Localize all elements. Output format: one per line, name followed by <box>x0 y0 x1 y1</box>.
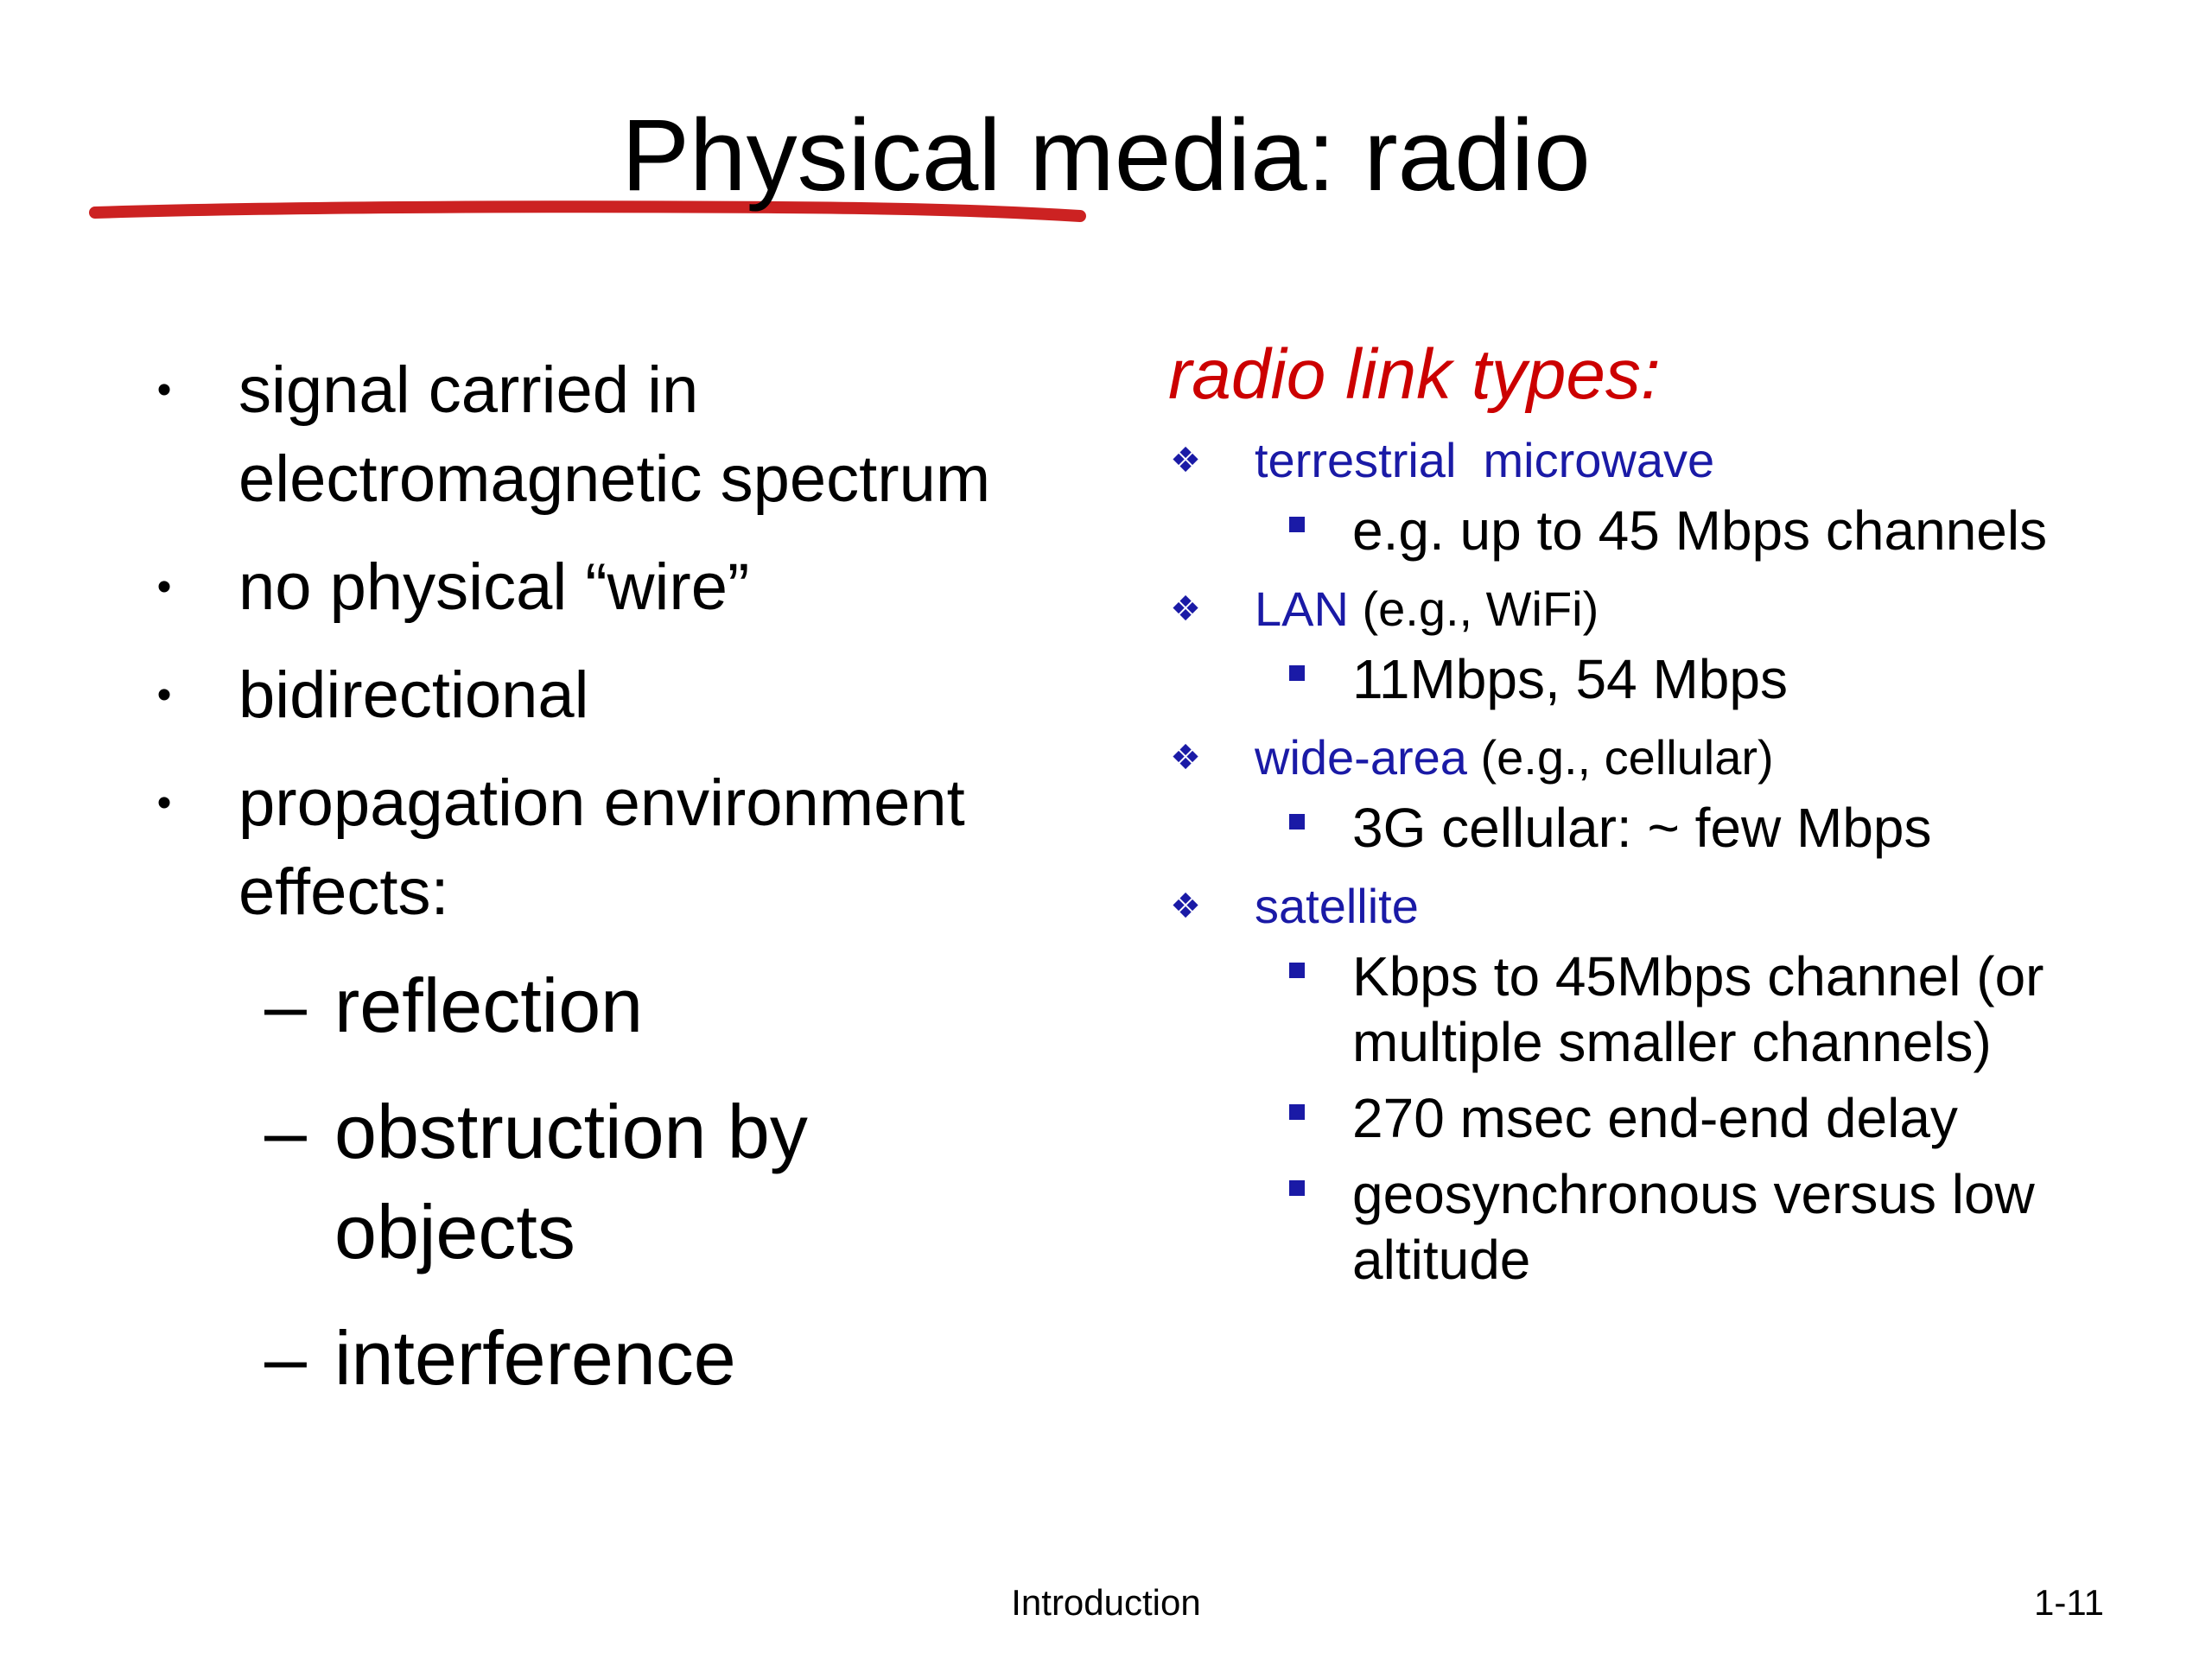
radio-type-detail-text: 270 msec end-end delay <box>1352 1087 1958 1149</box>
dash-icon: – <box>264 1089 307 1174</box>
radio-type-detail <box>1168 646 2153 712</box>
left-bullet <box>147 543 1054 632</box>
radio-type-detail-text: Kbps to 45Mbps channel (or multiple smaller channels) <box>1352 945 2044 1073</box>
left-subbullet-line: reflection <box>334 963 644 1048</box>
square-bullet-icon <box>1289 963 1305 978</box>
radio-link-types-heading: radio link types: <box>1168 335 1661 414</box>
radio-type-item <box>1168 722 2153 793</box>
radio-type-detail-text: e.g. up to 45 Mbps channels <box>1352 499 2048 562</box>
dash-icon: – <box>264 1315 307 1401</box>
radio-type-detail <box>1168 795 2153 861</box>
bullet-dot-icon: • <box>156 672 172 718</box>
slide-title-text: Physical media: radio <box>621 99 1591 213</box>
left-bullet <box>147 651 1054 740</box>
dash-icon: – <box>264 963 307 1048</box>
square-bullet-icon <box>1289 517 1305 532</box>
radio-type-item <box>1168 871 2153 942</box>
bullet-dot-icon: • <box>156 564 172 610</box>
bullet-dot-icon: • <box>156 780 172 826</box>
left-bullet-line: effects: <box>238 855 449 929</box>
radio-type-detail <box>1168 1085 2153 1151</box>
square-bullet-icon <box>1289 665 1305 681</box>
left-subbullet-line: interference <box>334 1315 736 1401</box>
radio-type-label: wide-area <box>1255 730 1467 785</box>
footer-page-number: 1-11 <box>2034 1582 2104 1623</box>
left-bullet-list <box>147 346 1054 1434</box>
left-subbullet <box>147 956 1054 1056</box>
diamond-bullet-icon: ❖ <box>1170 442 1201 480</box>
left-bullet-line: signal carried in <box>238 353 699 427</box>
square-bullet-icon <box>1289 1180 1305 1196</box>
radio-type-detail-text: geosynchronous versus low altitude <box>1352 1163 2035 1291</box>
radio-type-label: LAN <box>1255 582 1349 636</box>
left-bullet-line: no physical “wire” <box>238 550 750 624</box>
square-bullet-icon <box>1289 1104 1305 1120</box>
left-subbullet-line: obstruction by <box>334 1089 808 1174</box>
left-bullet <box>147 759 1054 937</box>
slide-title <box>0 91 2212 220</box>
left-subbullet-line: objects <box>334 1189 575 1274</box>
radio-type-detail <box>1168 944 2153 1075</box>
diamond-bullet-icon: ❖ <box>1170 739 1201 777</box>
right-column <box>1168 328 2153 1303</box>
radio-type-detail <box>1168 1161 2153 1293</box>
left-bullet-line: propagation environment <box>238 766 965 840</box>
footer-section-title: Introduction <box>1011 1582 1201 1623</box>
radio-type-item <box>1168 425 2153 496</box>
radio-type-label: satellite <box>1255 879 1419 933</box>
diamond-bullet-icon: ❖ <box>1170 887 1201 925</box>
left-bullet <box>147 346 1054 524</box>
left-bullet-line: bidirectional <box>238 658 589 732</box>
left-subbullet <box>147 1082 1054 1282</box>
radio-type-detail <box>1168 498 2153 563</box>
radio-type-detail-text: 3G cellular: ~ few Mbps <box>1352 797 1932 859</box>
diamond-bullet-icon: ❖ <box>1170 590 1201 628</box>
left-subbullet <box>147 1308 1054 1408</box>
bullet-dot-icon: • <box>156 367 172 413</box>
radio-type-extra: (e.g., cellular) <box>1466 730 1774 785</box>
radio-type-extra: (e.g., WiFi) <box>1348 582 1599 636</box>
radio-type-label: terrestrial microwave <box>1255 433 1715 487</box>
radio-type-detail-text: 11Mbps, 54 Mbps <box>1352 648 1788 710</box>
square-bullet-icon <box>1289 814 1305 830</box>
left-bullet-line: electromagnetic spectrum <box>238 442 991 516</box>
radio-type-item <box>1168 574 2153 645</box>
